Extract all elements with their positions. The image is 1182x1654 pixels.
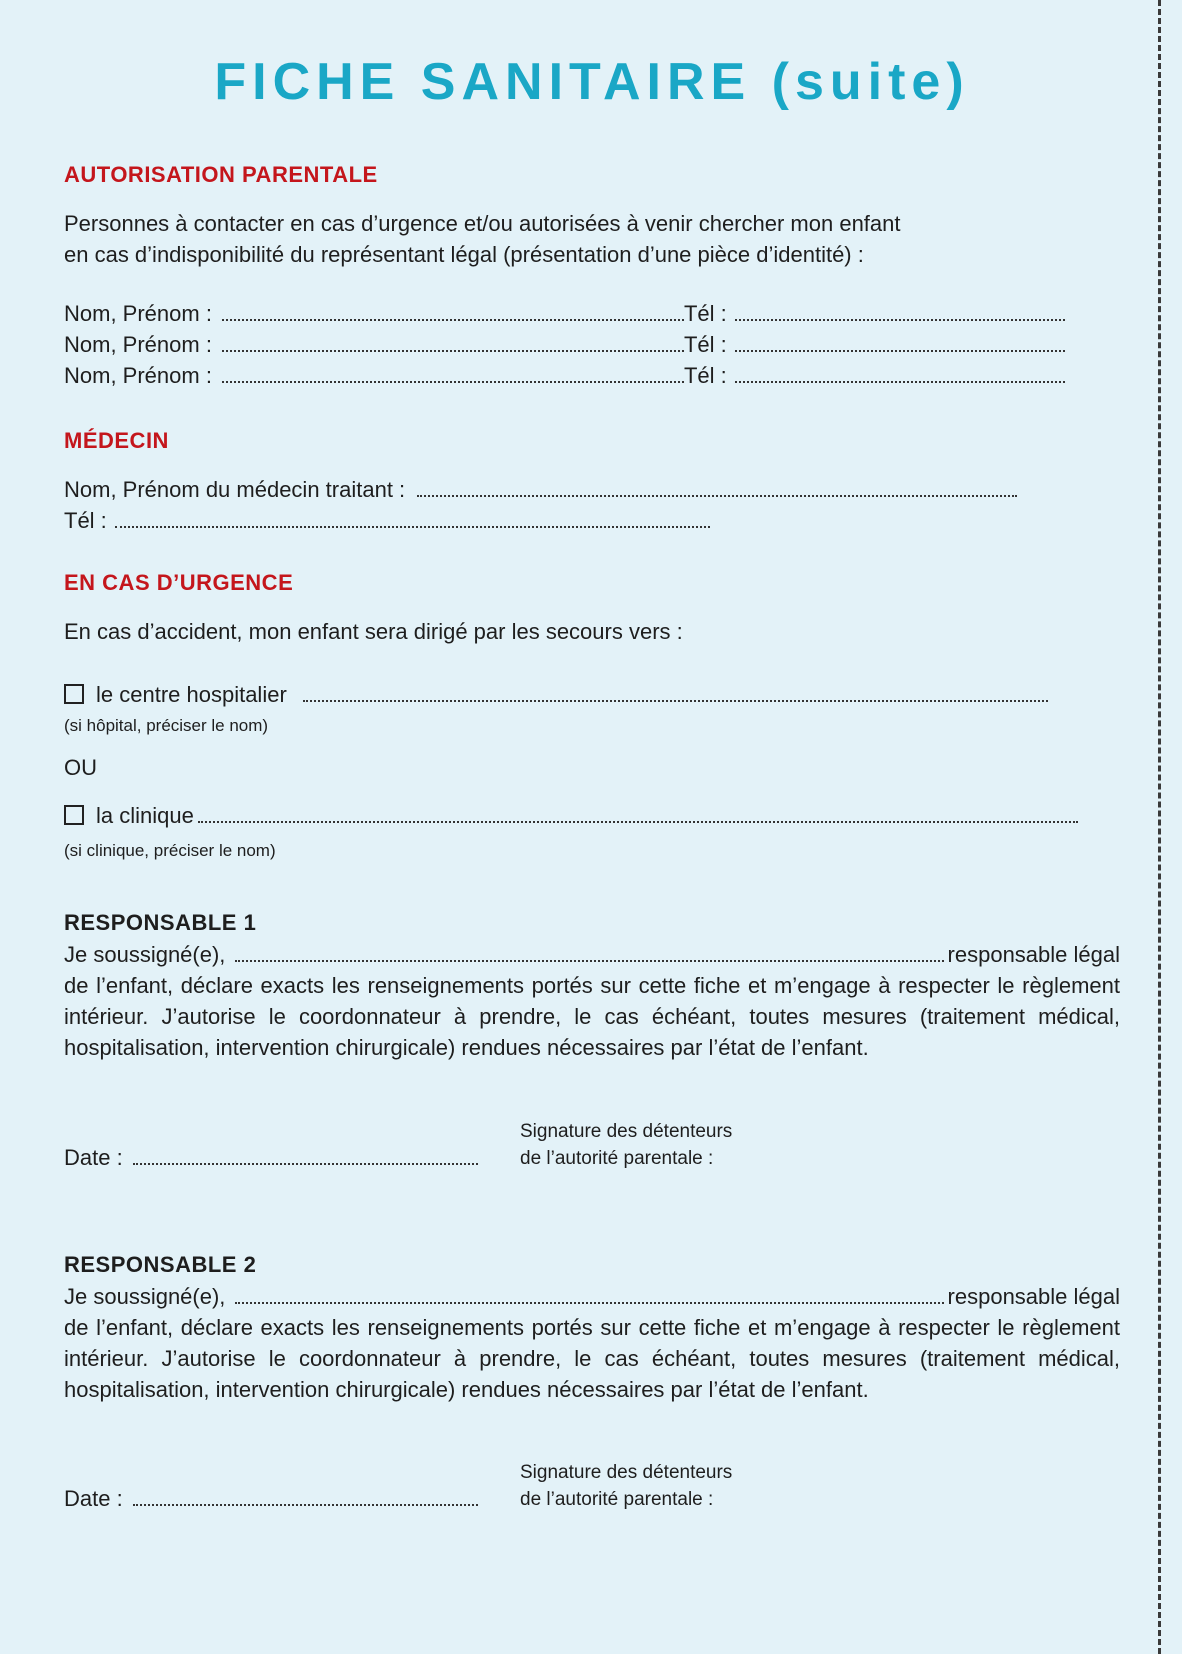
option-hospital-row (64, 682, 1048, 708)
cut-line (1158, 0, 1161, 1654)
clinic-checkbox[interactable] (64, 805, 84, 825)
autorisation-intro-line1: Personnes à contacter en cas d’urgence et/ou autorisées à venir chercher mon enfant (64, 211, 901, 236)
responsable-2-name-row (64, 1284, 1120, 1310)
page-title: FICHE SANITAIRE (suite) (214, 53, 970, 111)
contact-tel-label: Tél : (683, 363, 727, 388)
or-label: OU (64, 755, 97, 780)
signature-label-line1: Signature des détenteurs (520, 1121, 733, 1142)
contact-name-field[interactable] (222, 332, 684, 352)
medecin-name-field[interactable] (417, 477, 1017, 497)
signature-label-line1: Signature des détenteurs (520, 1462, 733, 1483)
soussigne-label: Je soussigné(e), (64, 942, 226, 967)
contact-row (64, 301, 1065, 327)
responsable-1-declaration: de l’enfant, déclare exacts les renseignements portés sur cette fiche et m’engage à respecter le règlement intérieur. J’autorise le coordonnateur à prendre, le cas échéant, toutes mesures (traitement médical, hospitalisation, intervention chirurgicale) rendues nécessaires par l’état de l’enfant. (64, 973, 1120, 1060)
responsable-2-signature-label (520, 1459, 732, 1513)
contact-name-label: Nom, Prénom : (64, 332, 212, 357)
responsable-2-date-row (64, 1486, 478, 1512)
option-clinic-row (64, 803, 1078, 829)
hospital-checkbox[interactable] (64, 684, 84, 704)
contact-name-label: Nom, Prénom : (64, 363, 212, 388)
contact-tel-field[interactable] (735, 363, 1065, 383)
contact-name-field[interactable] (222, 301, 684, 321)
contact-tel-field[interactable] (735, 332, 1065, 352)
responsable-2-declaration: de l’enfant, déclare exacts les renseignements portés sur cette fiche et m’engage à respecter le règlement intérieur. J’autorise le coordonnateur à prendre, le cas échéant, toutes mesures (traitement médical, hospitalisation, intervention chirurgicale) rendues nécessaires par l’état de l’enfant. (64, 1315, 1120, 1402)
responsable-legal-label: responsable légal (947, 1284, 1120, 1309)
section-heading-responsable-1: RESPONSABLE 1 (64, 910, 257, 935)
responsable-2-name-field[interactable] (235, 1284, 943, 1304)
clinic-label: la clinique (96, 803, 194, 828)
contact-tel-label: Tél : (683, 301, 727, 326)
contact-name-field[interactable] (222, 363, 684, 383)
soussigne-label: Je soussigné(e), (64, 1284, 226, 1309)
clinic-note: (si clinique, préciser le nom) (64, 841, 276, 860)
hospital-label: le centre hospitalier (96, 682, 287, 707)
date-label: Date : (64, 1145, 123, 1170)
responsable-1-name-row (64, 942, 1120, 968)
section-heading-medecin: MÉDECIN (64, 428, 169, 453)
medecin-tel-row (64, 508, 710, 534)
contact-name-label: Nom, Prénom : (64, 301, 212, 326)
date-label: Date : (64, 1486, 123, 1511)
responsable-legal-label: responsable légal (947, 942, 1120, 967)
section-heading-responsable-2: RESPONSABLE 2 (64, 1252, 257, 1277)
section-heading-autorisation: AUTORISATION PARENTALE (64, 162, 378, 187)
contact-tel-field[interactable] (735, 301, 1065, 321)
medecin-name-label: Nom, Prénom du médecin traitant : (64, 477, 406, 502)
signature-label-line2: de l’autorité parentale : (520, 1489, 714, 1510)
contact-row (64, 332, 1065, 358)
medecin-tel-label: Tél : (64, 508, 107, 533)
signature-label-line2: de l’autorité parentale : (520, 1148, 714, 1169)
responsable-2-date-field[interactable] (133, 1486, 478, 1506)
contact-tel-label: Tél : (683, 332, 727, 357)
section-heading-urgence: EN CAS D’URGENCE (64, 570, 294, 595)
urgence-intro: En cas d’accident, mon enfant sera dirigé par les secours vers : (64, 619, 683, 644)
responsable-1-name-field[interactable] (235, 942, 943, 962)
hospital-note: (si hôpital, préciser le nom) (64, 716, 269, 735)
clinic-name-field[interactable] (198, 803, 1078, 823)
autorisation-intro-line2: en cas d’indisponibilité du représentant légal (présentation d’une pièce d’identité) : (64, 242, 864, 267)
hospital-name-field[interactable] (303, 682, 1048, 702)
responsable-1-date-row (64, 1145, 478, 1171)
responsable-1-date-field[interactable] (133, 1145, 478, 1165)
medecin-tel-field[interactable] (115, 508, 710, 528)
responsable-1-signature-label (520, 1118, 732, 1172)
medecin-name-row (64, 477, 1017, 503)
contact-row (64, 363, 1065, 389)
